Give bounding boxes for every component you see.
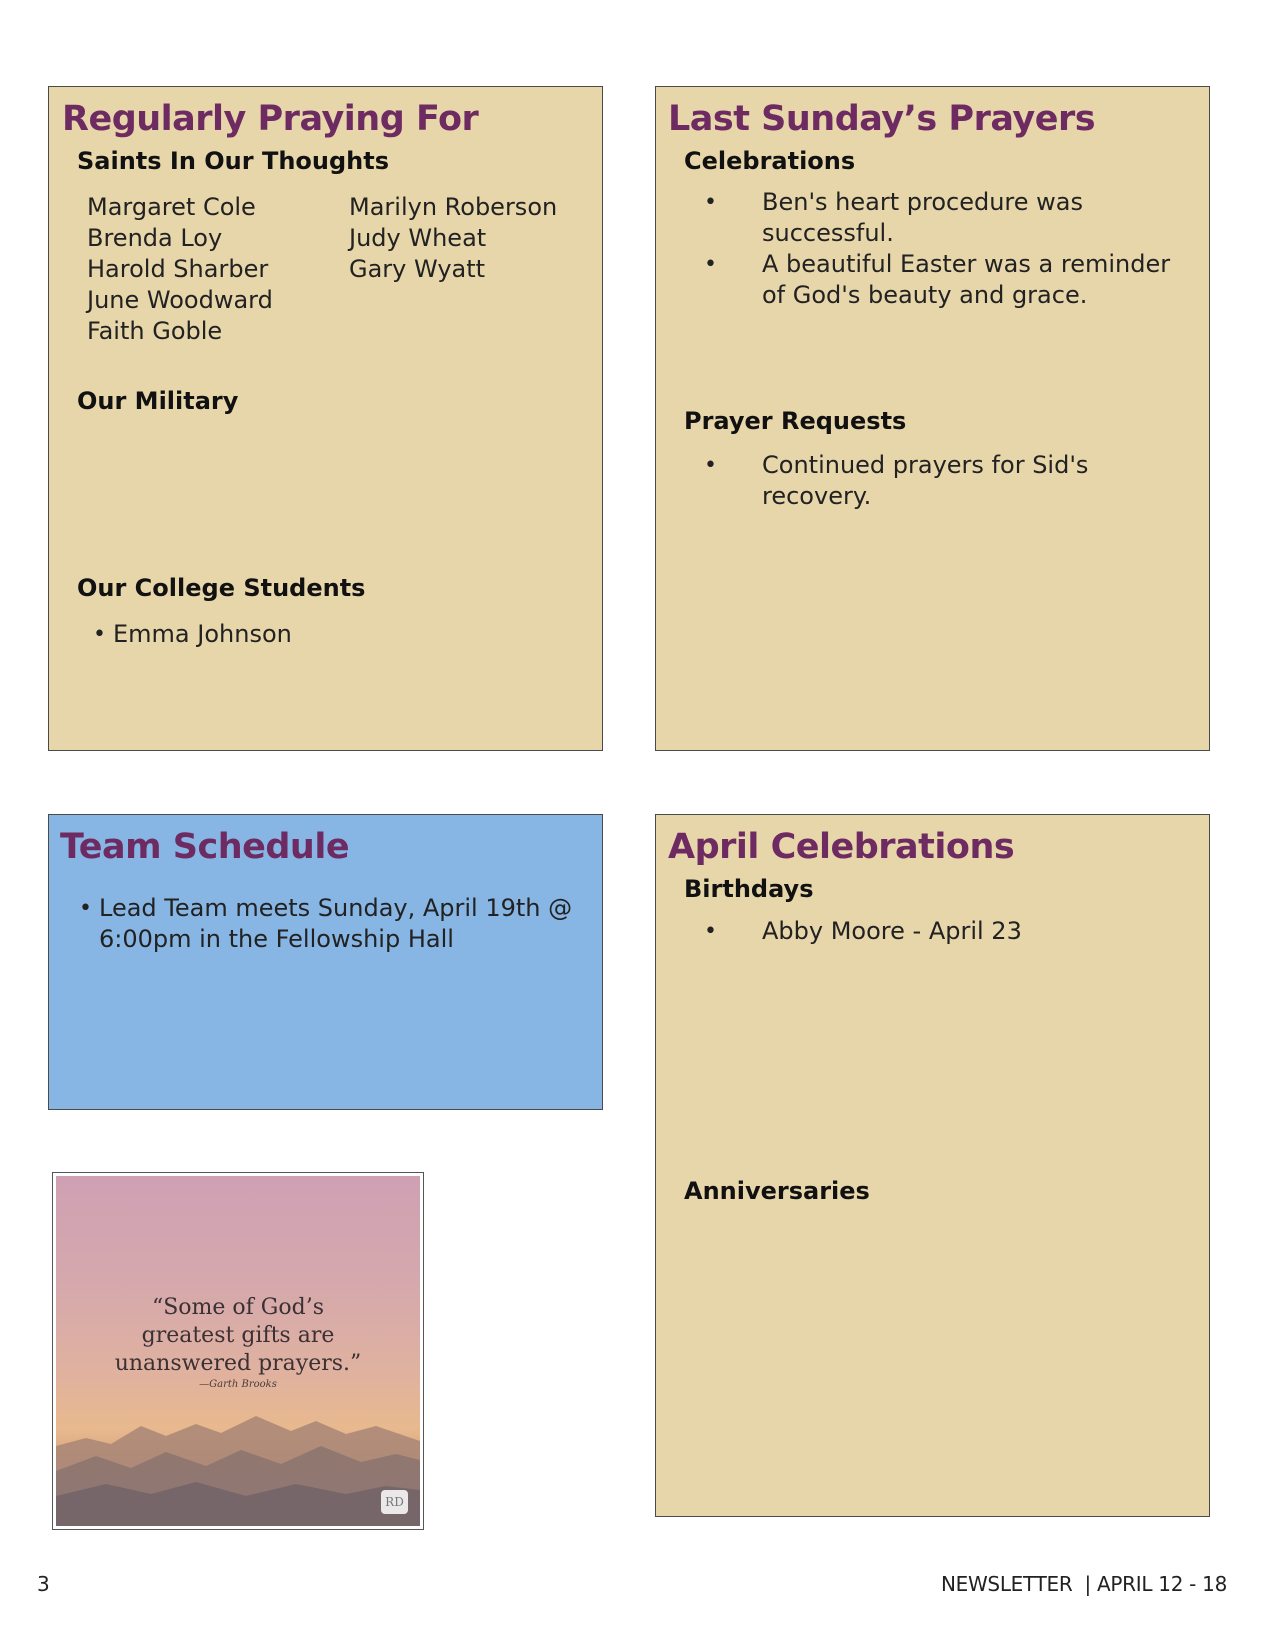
bullet-icon: • [704,190,717,215]
bullet-icon: • [79,896,92,921]
april-celebrations-title: April Celebrations [668,827,1015,867]
quote-attribution: —Garth Brooks [199,1379,277,1390]
saints-heading: Saints In Our Thoughts [77,147,390,175]
team-schedule-list [79,893,579,955]
quote-text [56,1294,420,1378]
prayer-request-text: Continued prayers for Sid's recovery. [762,451,1089,510]
bullet-icon: • [704,453,717,478]
saint-name: Margaret Cole [87,193,256,221]
praying-panel [48,86,603,751]
bullet-icon: • [704,919,717,944]
saint-name: June Woodward [87,286,273,314]
celebration-text: Ben's heart procedure was successful. [762,188,1083,247]
list-item [704,450,1194,512]
praying-title: Regularly Praying For [62,99,479,139]
list-item [79,893,579,955]
college-student: Emma Johnson [113,620,292,648]
quote-image-frame [52,1172,424,1530]
last-sunday-panel [655,86,1210,751]
saints-list-col2 [349,192,557,285]
anniversaries-heading: Anniversaries [684,1177,870,1205]
military-heading: Our Military [77,387,239,415]
saint-name: Brenda Loy [87,224,223,252]
saint-name: Faith Goble [87,317,223,345]
bullet-icon: • [704,252,717,277]
college-list [93,619,292,650]
celebration-text: A beautiful Easter was a reminder of God's beauty and grace. [762,250,1171,309]
celebrations-list [704,187,1194,311]
mountains-illustration [56,1386,420,1526]
celebrations-heading: Celebrations [684,147,856,175]
list-item [93,619,292,650]
saint-name: Harold Sharber [87,255,269,283]
birthday-text: Abby Moore - April 23 [762,917,1022,945]
birthdays-list [704,916,1194,947]
quote-line: unanswered prayers.” [114,1351,362,1376]
rd-logo-icon: RD [381,1490,408,1514]
list-item [704,916,1194,947]
bullet-icon: • [93,622,106,647]
saint-name: Gary Wyatt [349,255,486,283]
prayer-requests-heading: Prayer Requests [684,407,907,435]
quote-image [56,1176,420,1526]
team-schedule-panel [48,814,603,1110]
saint-name: Judy Wheat [349,224,487,252]
footer-label: NEWSLETTER | APRIL 12 - 18 [940,1572,1227,1596]
quote-line: “Some of God’s [151,1295,324,1320]
team-schedule-title: Team Schedule [60,827,350,867]
list-item [704,249,1194,311]
page-number: 3 [37,1572,50,1596]
saint-name: Marilyn Roberson [349,193,558,221]
last-sunday-title: Last Sunday’s Prayers [668,99,1096,139]
saints-list-col1 [87,192,273,347]
quote-line: greatest gifts are [141,1323,335,1348]
list-item [704,187,1194,249]
team-schedule-text: Lead Team meets Sunday, April 19th @ 6:00pm in the Fellowship Hall [99,894,573,953]
birthdays-heading: Birthdays [684,875,814,903]
college-heading: Our College Students [77,574,366,602]
april-celebrations-panel [655,814,1210,1517]
prayer-requests-list [704,450,1194,512]
